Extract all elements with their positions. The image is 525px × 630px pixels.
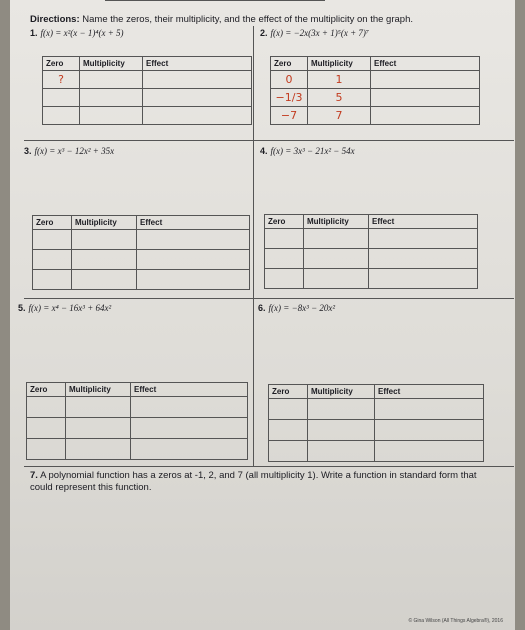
cell[interactable] xyxy=(371,89,480,107)
cell[interactable] xyxy=(308,441,375,462)
header-zero: Zero xyxy=(265,215,304,229)
cell[interactable] xyxy=(143,107,252,125)
cell[interactable] xyxy=(308,399,375,420)
header-multiplicity: Multiplicity xyxy=(80,57,143,71)
header-effect: Effect xyxy=(375,385,484,399)
table-problem-1 xyxy=(42,56,252,125)
problem-5-number: 5. xyxy=(18,303,26,313)
header-multiplicity: Multiplicity xyxy=(72,216,137,230)
cell[interactable]: 0 xyxy=(271,71,308,89)
cell[interactable] xyxy=(27,418,66,439)
row-divider-1 xyxy=(24,140,514,141)
problem-4 xyxy=(260,146,355,156)
problem-4-number: 4. xyxy=(260,146,268,156)
cell[interactable] xyxy=(80,107,143,125)
cell[interactable] xyxy=(27,397,66,418)
cell[interactable]: 7 xyxy=(308,107,371,125)
cell[interactable] xyxy=(72,270,137,290)
problem-3-function: f(x) = x³ − 12x² + 35x xyxy=(34,146,115,156)
header-effect: Effect xyxy=(369,215,478,229)
cell[interactable] xyxy=(265,269,304,289)
cell[interactable] xyxy=(80,89,143,107)
problem-6 xyxy=(258,303,335,313)
cell[interactable] xyxy=(375,420,484,441)
problem-3 xyxy=(24,146,114,156)
header-zero: Zero xyxy=(43,57,80,71)
problem-2 xyxy=(260,28,369,38)
directions-text: Name the zeros, their multiplicity, and the effect of the multiplicity on the graph. xyxy=(82,14,413,25)
cell[interactable]: −1/3 xyxy=(271,89,308,107)
cell[interactable] xyxy=(369,229,478,249)
table-problem-5 xyxy=(26,382,248,460)
cell[interactable] xyxy=(66,439,131,460)
problem-6-function: f(x) = −8x³ − 20x² xyxy=(268,303,336,313)
cell[interactable] xyxy=(143,89,252,107)
header-effect: Effect xyxy=(137,216,250,230)
cell[interactable] xyxy=(269,420,308,441)
cell[interactable] xyxy=(43,107,80,125)
cell[interactable] xyxy=(137,250,250,270)
cell[interactable] xyxy=(369,249,478,269)
cell[interactable] xyxy=(375,399,484,420)
directions-label: Directions: xyxy=(30,14,80,25)
table-problem-6 xyxy=(268,384,484,462)
problem-1-function: f(x) = x²(x − 1)⁴(x + 5) xyxy=(40,28,124,38)
cell[interactable] xyxy=(375,441,484,462)
problem-2-number: 2. xyxy=(260,28,268,38)
question-7-number: 7. xyxy=(30,470,38,481)
cell[interactable] xyxy=(33,230,72,250)
header-effect: Effect xyxy=(131,383,248,397)
header-zero: Zero xyxy=(27,383,66,397)
cell[interactable] xyxy=(304,269,369,289)
cell[interactable]: −7 xyxy=(271,107,308,125)
cell[interactable] xyxy=(304,229,369,249)
cell[interactable] xyxy=(369,269,478,289)
header-multiplicity: Multiplicity xyxy=(304,215,369,229)
problem-6-number: 6. xyxy=(258,303,266,313)
cell[interactable] xyxy=(33,270,72,290)
cell[interactable] xyxy=(269,399,308,420)
header-effect: Effect xyxy=(371,57,480,71)
cell[interactable]: 5 xyxy=(308,89,371,107)
question-7-text: A polynomial function has a zeros at -1, 2, and 7 (all multiplicity 1). Write a function in standard form that could represent this function. xyxy=(30,470,477,493)
table-problem-4 xyxy=(264,214,478,289)
copyright-footer: © Gina Wilson (All Things Algebra®), 2016 xyxy=(408,618,503,624)
row-divider-3 xyxy=(24,466,514,467)
row-divider-2 xyxy=(24,298,514,299)
header-effect: Effect xyxy=(143,57,252,71)
header-zero: Zero xyxy=(33,216,72,230)
cell[interactable] xyxy=(269,441,308,462)
header-multiplicity: Multiplicity xyxy=(308,57,371,71)
cell[interactable] xyxy=(304,249,369,269)
cell[interactable] xyxy=(66,418,131,439)
cell[interactable] xyxy=(308,420,375,441)
column-divider xyxy=(253,26,254,466)
cell[interactable] xyxy=(371,71,480,89)
cell[interactable] xyxy=(43,89,80,107)
top-rule xyxy=(105,0,325,5)
cell[interactable]: 1 xyxy=(308,71,371,89)
cell[interactable] xyxy=(80,71,143,89)
cell[interactable] xyxy=(265,229,304,249)
cell[interactable] xyxy=(72,230,137,250)
cell[interactable] xyxy=(33,250,72,270)
problem-1-number: 1. xyxy=(30,28,38,38)
header-multiplicity: Multiplicity xyxy=(66,383,131,397)
problem-2-function: f(x) = −2x(3x + 1)⁵(x + 7)⁷ xyxy=(270,28,370,38)
problem-5 xyxy=(18,303,111,313)
header-zero: Zero xyxy=(271,57,308,71)
cell[interactable] xyxy=(137,230,250,250)
table-problem-2 xyxy=(270,56,480,125)
cell[interactable] xyxy=(265,249,304,269)
cell[interactable] xyxy=(143,71,252,89)
problem-1 xyxy=(30,28,124,38)
cell[interactable] xyxy=(66,397,131,418)
cell[interactable] xyxy=(131,418,248,439)
cell[interactable] xyxy=(137,270,250,290)
cell[interactable]: ? xyxy=(43,71,80,89)
cell[interactable] xyxy=(371,107,480,125)
table-problem-3 xyxy=(32,215,250,290)
cell[interactable] xyxy=(131,397,248,418)
problem-5-function: f(x) = x⁴ − 16x³ + 64x² xyxy=(28,303,112,313)
cell[interactable] xyxy=(27,439,66,460)
cell[interactable] xyxy=(72,250,137,270)
cell[interactable] xyxy=(131,439,248,460)
problem-4-function: f(x) = 3x³ − 21x² − 54x xyxy=(270,146,355,156)
directions xyxy=(30,14,413,25)
header-zero: Zero xyxy=(269,385,308,399)
problem-3-number: 3. xyxy=(24,146,32,156)
worksheet-page xyxy=(10,0,515,630)
header-multiplicity: Multiplicity xyxy=(308,385,375,399)
question-7 xyxy=(30,470,480,494)
